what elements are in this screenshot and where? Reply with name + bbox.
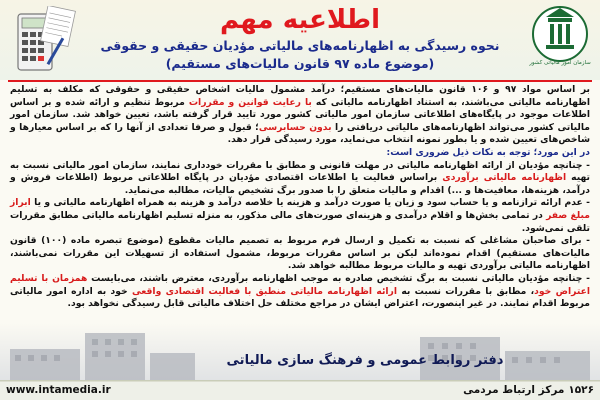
- note-objection: - چنانچه مؤدیان مالیاتی نسبت به برگ تشخیص صادره به موجب اظهارنامه برآوردی، معترض باشند، می‌بایست همزمان با تسلیم اعتراض خود، مطابق با مقررات نسبت به ارائه اظهارنامه مالیاتی منطبق با فعالیت اقتصادی واقعی خود به اداره امور مالیاتی مربوط اقدام نمایند. در غیر اینصورت، اعتراض ایشان در مراجع مختلف حل اختلاف مالیاتی قابل رسیدگی نخواهد بود.: [10, 272, 590, 310]
- call-center-label: مرکز ارتباط مردمی: [463, 384, 565, 396]
- intro-paragraph: بر اساس مواد ۹۷ و ۱۰۶ قانون مالیات‌های مستقیم؛ درآمد مشمول مالیات اشخاص حقیقی و حقوقی که مکلف به تسلیم اظهارنامه مالیاتی می‌باشند، به استناد اظهارنامه مالیاتی که با رعایت قوانین و مقررات مربوط تنظیم و ارائه شده و بر اساس اطلاعات موجود در پایگاه‌های اطلاعاتی سازمان امور مالیاتی کشور مورد تایید قرار گرفته باشد، تعیین خواهد شد. سازمان امور مالیاتی کشور می‌تواند اظهارنامه‌های مالیاتی دریافتی را بدون حسابرسی؛ قبول و صرفا تعدادی از آنها را که بر اساس معیارها و شاخص‌های تعیین شده و یا بطور نمونه انتخاب می‌نماید، مورد رسیدگی قرار دهد.: [10, 84, 591, 146]
- attention-heading: در این مورد؛ توجه به نکات ذیل ضروری است:: [386, 146, 590, 158]
- note-fixed-tax: - برای صاحبان مشاغلی که نسبت به تکمیل و ارسال فرم مربوط به تصمیم مالیات مقطوع (موضوع تبصره ماده (۱۰۰) قانون مالیات‌های مستقیم) اقدام نموده‌اند لیکن بر اساس مقررات مربوط، مشمول استفاده از تسهیلات این مقررات نمی‌باشند، اظهارنامه مالیاتی برآوردی تهیه و مالیات مربوط مطالبه خواهد شد.: [10, 235, 590, 272]
- calculator-icon: [14, 6, 76, 76]
- announcement-subtitle: نحوه رسیدگی به اظهارنامه‌های مالیاتی مؤدیان حقیقی و حقوقی: [100, 38, 500, 53]
- announcement-subtitle-article: (موضوع ماده ۹۷ قانون مالیات‌های مستقیم): [165, 56, 435, 71]
- call-center: [463, 383, 594, 397]
- note-estimated-return: - چنانچه مؤدیان از ارائه اظهارنامه مالیاتی در مهلت قانونی و مطابق با مقررات خودداری نمایند، سازمان امور مالیاتی نسبت به تهیه اظهارنامه مالیاتی برآوردی براساس فعالیت یا اطلاعات اقتصادی مؤدیان در پایگاه اطلاعاتی مربوط (اطلاعات فروش و درآمد، هزینه‌ها، معافیت‌ها و ...) اقدام و مالیات متعلق را با صدور برگ تشخیص مالیات، مطالبه می‌نماید.: [10, 159, 590, 196]
- announcement-title: اطلاعیه مهم: [220, 5, 380, 35]
- note-balance-sheet: - عدم ارائه ترازنامه و یا حساب سود و زیان یا صورت درآمد و هزینه یا خلاصه درآمد و هزینه به همراه اظهارنامه مالیاتی و یا ابراز مبلغ صفر در تمامی بخش‌ها و اقلام درآمدی و هزینه‌ای صورت‌های مالی مذکور، به منزله تسلیم اظهارنامه مالیاتی مطابق مقررات تلقی نمی‌شود.: [10, 197, 590, 234]
- department-name: دفتر روابط عمومی و فرهنگ سازی مالیاتی: [226, 353, 504, 368]
- website-link[interactable]: www.intamedia.ir: [6, 384, 111, 396]
- call-center-number: ۱۵۲۶: [568, 384, 594, 396]
- header-divider: [8, 80, 592, 82]
- announcement-body: [10, 84, 590, 311]
- header: [0, 0, 600, 80]
- logo-caption: سازمان امور مالیاتی کشور: [529, 60, 591, 66]
